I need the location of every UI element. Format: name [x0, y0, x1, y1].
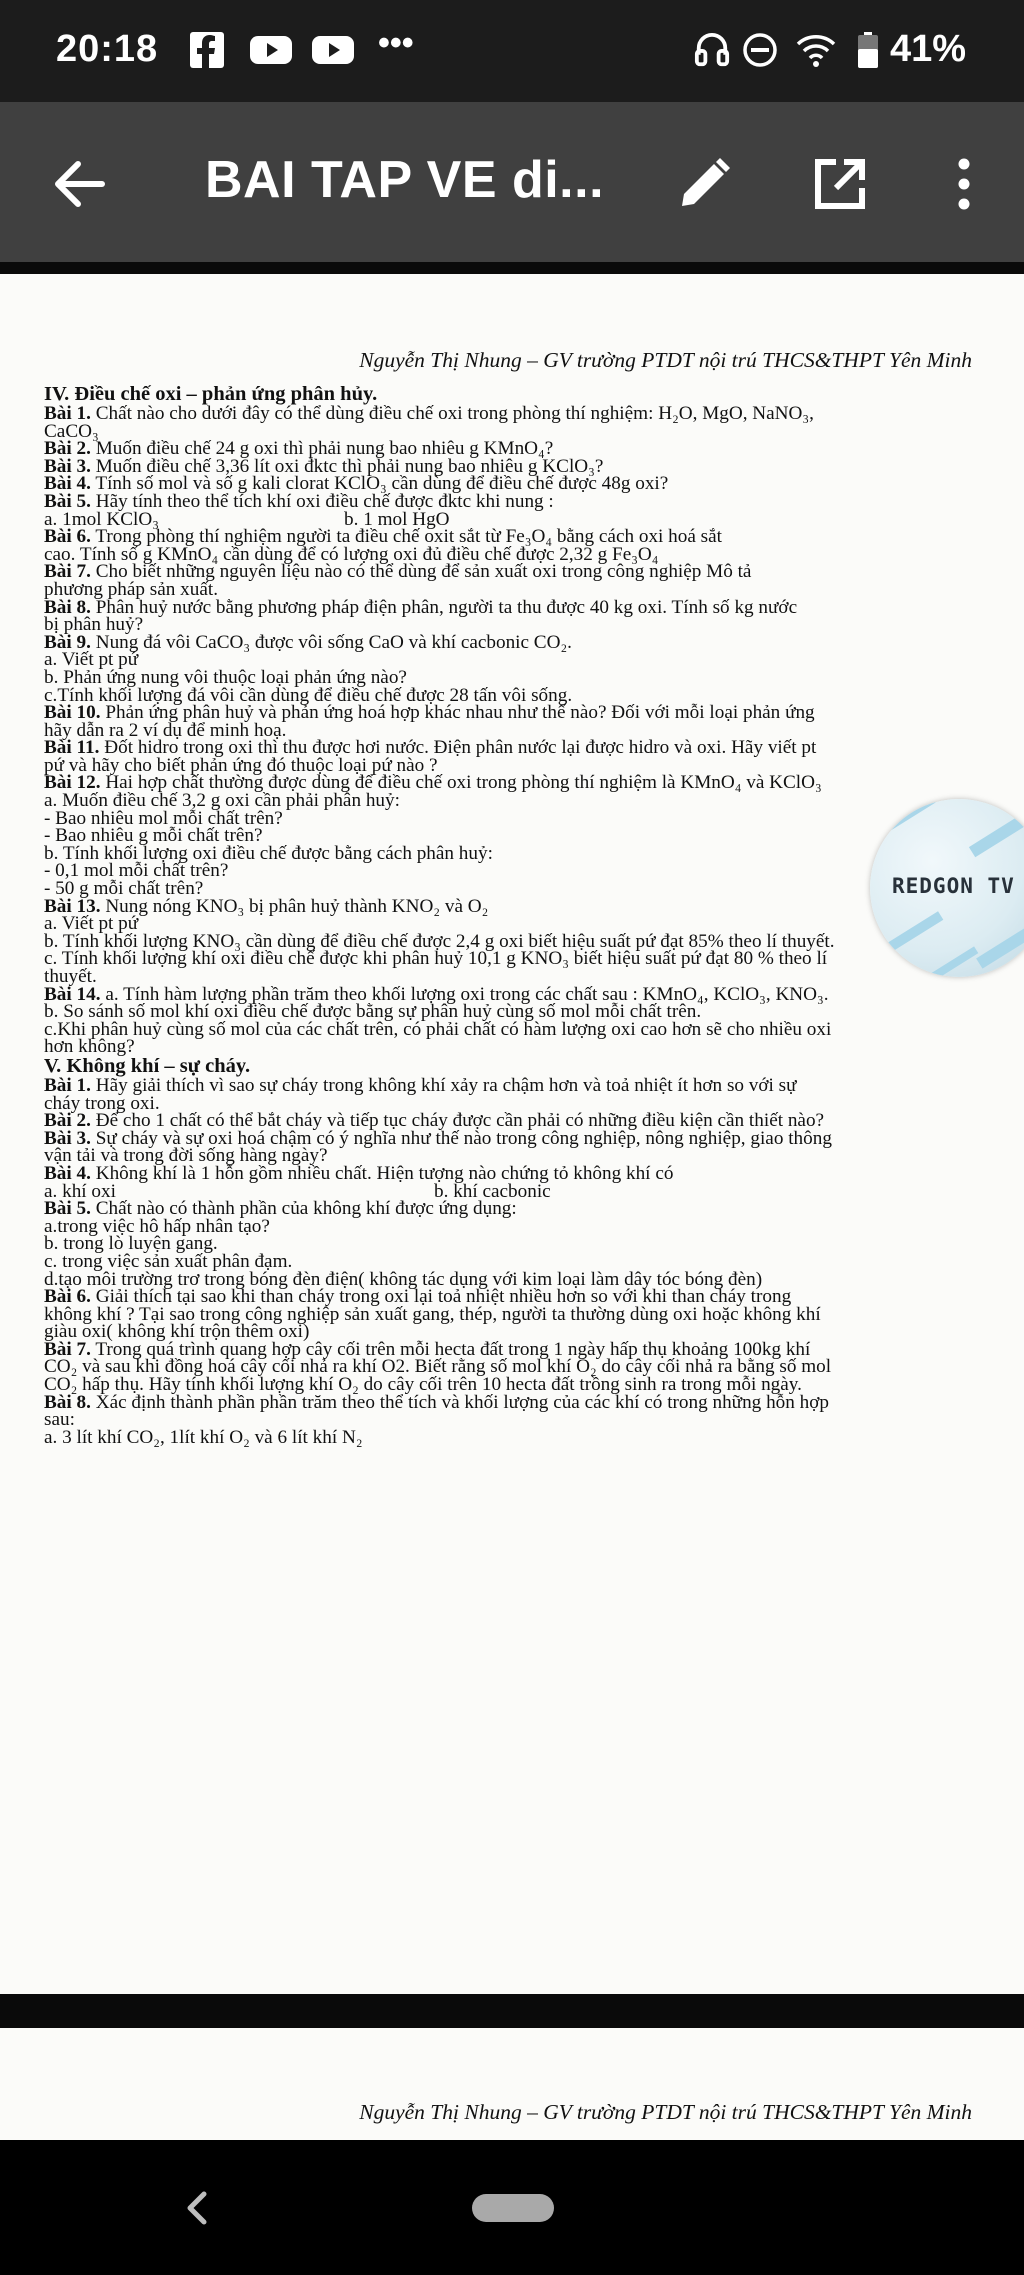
exercise-label: Bài 8. [44, 596, 91, 618]
page-gap [0, 262, 1024, 274]
exercise-label: Bài 1. [44, 1074, 91, 1096]
line-text: - Bao nhiêu mol mỗi chất trên? [44, 807, 283, 829]
navigation-bar [0, 2140, 1024, 2275]
exercise-label: Bài 8. [44, 1391, 91, 1413]
document-line [44, 895, 976, 917]
wifi-icon [796, 32, 836, 68]
line-text: Nung nóng KNO₃ bị phân huỷ thành KNO₂ và O₂ [100, 895, 489, 917]
line-text: V. Không khí – sự cháy. [44, 1054, 251, 1077]
more-notifications-icon: ••• [378, 24, 414, 62]
line-text: Tính số mol và số g kali clorat KClO₃ cần dùng để điều chế được 48g oxi? [90, 473, 669, 495]
line-text: cháy trong oxi. [44, 1092, 160, 1114]
line-text: IV. Điều chế oxi – phản ứng phân hủy. [44, 383, 378, 405]
line-text: Chất nào cho dưới đây có thể dùng điều chế oxi trong phòng thí nghiệm: H₂O, MgO, NaNO₃, [90, 403, 814, 424]
line-text: Xác định thành phần phần trăm theo thể tích và khối lượng của các khí có trong những hỗn hợp [90, 1391, 829, 1413]
line-text: Hãy giải thích vì sao sự cháy trong không khí xảy ra chậm hơn và toả nhiệt ít hơn so với sự [90, 1074, 797, 1096]
line-text-col2: b. 1 mol HgO [344, 508, 450, 530]
line-text: pứ và hãy cho biết phản ứng đó thuộc loại pứ nào ? [44, 754, 438, 776]
page-header: Nguyễn Thị Nhung – GV trường PTDT nội trú THCS&THPT Yên Minh [359, 2100, 972, 2124]
exercise-label: Bài 6. [44, 1286, 91, 1308]
nav-back-icon[interactable] [182, 2190, 212, 2226]
exercise-label: Bài 13. [44, 895, 101, 917]
exercise-label: Bài 2. [44, 1110, 91, 1132]
line-text: CO₂ và sau khi đồng hoá cây cối nhả ra khí O2. Biết rằng số mol khí O₂ do cây cối nhả ra bằng số mol [44, 1356, 832, 1378]
line-text: b. Tính khối lượng oxi điều chế được bằng cách phân huỷ: [44, 842, 493, 864]
line-text: - Bao nhiêu g mỗi chất trên? [44, 825, 263, 847]
line-text: a.trong việc hô hấp nhân tạo? [44, 1215, 270, 1237]
document-line [44, 1038, 976, 1056]
line-text: c. Tính khối lượng khí oxi điều chế được khi phân huỷ 10,1 g KNO₃ biết hiệu suất pứ đạt 80 % theo lí [44, 948, 828, 970]
line-text: a. 3 lít khí CO₂, 1lít khí O₂ và 6 lít khí N₂ [44, 1426, 363, 1448]
line-text: c.Khi phân huỷ cùng số mol của các chất trên, có phải chất có hàm lượng oxi cao hơn sẽ cho nhiều oxi [44, 1018, 832, 1040]
exercise-label: Bài 12. [44, 772, 101, 794]
document-line [44, 1074, 976, 1096]
line-text: không khí ? Tại sao trong công nghiệp sản xuất gang, thép, người ta thường dùng oxi hoặc không khí [44, 1303, 821, 1325]
line-text: c.Tính khối lượng đá vôi cần dùng để điều chế được 28 tấn vôi sống. [44, 684, 573, 706]
battery-icon [858, 32, 878, 68]
facebook-icon [190, 32, 224, 68]
exercise-label: Bài 7. [44, 561, 91, 583]
app-bar [0, 102, 1024, 262]
line-text: Trong quá trình quang hợp cây cối trên mỗi hecta đất trong 1 ngày hấp thụ khoảng 100kg khí [90, 1338, 811, 1360]
line-text: Sự cháy và sự oxi hoá chậm có ý nghĩa như thế nào trong công nghiệp, nông nghiệp, giao thông [90, 1127, 832, 1149]
exercise-label: Bài 5. [44, 1198, 91, 1220]
line-text: d.tạo môi trường trơ trong bóng đèn điện( không tác dụng với kim loại làm dây tóc bóng đèn) [44, 1268, 763, 1290]
line-text: Nung đá vôi CaCO₃ được vôi sống CaO và khí cacbonic CO₂. [90, 631, 572, 653]
document-line [44, 405, 976, 423]
document-line [44, 631, 976, 653]
battery-percent: 41% [890, 28, 967, 70]
status-time: 20:18 [56, 28, 159, 70]
exercise-label: Bài 2. [44, 438, 91, 460]
document-title: BAI TAP VE di... [205, 151, 605, 209]
status-bar [0, 0, 1024, 102]
redgon-tv-watermark [870, 799, 1024, 977]
document-line [44, 950, 976, 968]
dnd-icon [742, 32, 778, 68]
exercise-label: Bài 14. [44, 983, 101, 1005]
line-text: Cho biết những nguyên liệu nào có thể dùng để sản xuất oxi trong công nghiệp Mô tả [90, 561, 752, 583]
document-page-2 [0, 2028, 1024, 2140]
document-line [44, 1018, 976, 1040]
document-line [44, 1426, 976, 1448]
more-vertical-icon[interactable] [932, 152, 996, 216]
exercise-label: Bài 4. [44, 1162, 91, 1184]
line-text: cao. Tính số g KMnO₄ cần dùng để có lượng oxi đủ điều chế được 2,32 g Fe₃O₄ [44, 543, 659, 565]
back-arrow-icon[interactable] [48, 152, 112, 216]
exercise-label: Bài 3. [44, 1127, 91, 1149]
line-text: a. 1mol KClO₃ [44, 508, 159, 530]
line-text: Giải thích tại sao khi than cháy trong oxi lại toả nhiệt nhiều hơn so với khi than cháy trong [90, 1286, 792, 1308]
youtube-icon [312, 32, 354, 68]
line-text: sau: [44, 1409, 75, 1431]
line-text: b. trong lò luyện gang. [44, 1233, 218, 1255]
line-text: Muốn điều chế 24 g oxi thì phải nung bao nhiêu g KMnO₄? [90, 438, 554, 460]
line-text: vận tải và trong đời sống hàng ngày? [44, 1145, 328, 1167]
line-text: Để cho 1 chất có thể bắt cháy và tiếp tục cháy được cần phải có những điều kiện cần thiết nào? [90, 1110, 825, 1132]
line-text: Đốt hidro trong oxi thì thu được hơi nước. Điện phân nước lại được hidro và oxi. Hãy viết pt [99, 737, 817, 759]
exercise-label: Bài 3. [44, 455, 91, 477]
headset-icon [694, 32, 730, 68]
line-text: a. Viết pt pứ [44, 649, 139, 671]
line-text: Phản ứng phân huỷ và phản ứng hoá hợp khác nhau như thế nào? Đối với mỗi loại phản ứng [100, 702, 815, 724]
line-text: phương pháp sản xuất. [44, 578, 219, 600]
nav-home-pill[interactable] [472, 2194, 554, 2222]
document-page [0, 274, 1024, 1994]
line-text: b. Tính khối lượng KNO₃ cần dùng để điều chế được 2,4 g oxi biết hiệu suất pứ đạt 85% theo lí thuyết. [44, 930, 835, 952]
open-external-icon[interactable] [808, 152, 872, 216]
line-text: Hãy tính theo thể tích khí oxi điều chế được đktc khi nung : [90, 490, 554, 512]
exercise-label: Bài 6. [44, 526, 91, 548]
youtube-icon [250, 32, 292, 68]
line-text-col2: b. khí cacbonic [434, 1180, 551, 1202]
line-text: CO₂ hấp thụ. Hãy tính khối lượng khí O₂ do cây cối trên 10 hecta đất trồng sinh ra trong mỗi ngày. [44, 1374, 802, 1396]
exercise-label: Bài 10. [44, 702, 101, 724]
exercise-label: Bài 1. [44, 403, 91, 424]
line-text: a. Muốn điều chế 3,2 g oxi cần phải phân huỷ: [44, 790, 400, 812]
exercise-label: Bài 9. [44, 631, 91, 653]
exercise-label: Bài 4. [44, 473, 91, 495]
line-text: Hai hợp chất thường được dùng để điều chế oxi trong phòng thí nghiệm là KMnO₄ và KClO₃ [100, 772, 822, 794]
line-text: Phân huỷ nước bằng phương pháp điện phân, người ta thu được 40 kg oxi. Tính số kg nước [90, 596, 798, 618]
document-line [44, 384, 976, 405]
document-line [44, 1391, 976, 1413]
line-text: a. khí oxi [44, 1180, 116, 1202]
line-text: a. Viết pt pứ [44, 913, 139, 935]
line-text: a. Tính hàm lượng phần trăm theo khối lượng oxi trong các chất sau : KMnO₄, KClO₃, KNO₃. [100, 983, 829, 1005]
document-line [44, 1056, 976, 1077]
line-text: hơn không? [44, 1036, 135, 1058]
page-gap [0, 1994, 1024, 2028]
line-text: Muốn điều chế 3,36 lít oxi đktc thì phải nung bao nhiêu g KClO₃? [90, 455, 604, 477]
line-text: hãy dẫn ra 2 ví dụ để minh hoạ. [44, 719, 287, 741]
line-text: CaCO₃ [44, 420, 99, 442]
line-text: Không khí là 1 hỗn gồm nhiều chất. Hiện tượng nào chứng tỏ không khí có [90, 1162, 674, 1184]
edit-pencil-icon[interactable] [672, 152, 736, 216]
exercise-label: Bài 11. [44, 737, 100, 759]
watermark-text: REDGON TV [892, 874, 1015, 898]
line-text: giàu oxi( không khí trộn thêm oxi) [44, 1321, 310, 1343]
document-line [44, 596, 976, 618]
line-text: b. Phản ứng nung vôi thuộc loại phản ứng nào? [44, 666, 407, 688]
page-header: Nguyễn Thị Nhung – GV trường PTDT nội trú THCS&THPT Yên Minh [359, 348, 972, 372]
exercise-label: Bài 7. [44, 1338, 91, 1360]
document-content [44, 384, 976, 1446]
line-text: c. trong việc sản xuất phân đạm. [44, 1250, 293, 1272]
line-text: thuyết. [44, 966, 97, 987]
document-line [44, 490, 976, 512]
line-text: bị phân huỷ? [44, 614, 144, 636]
exercise-label: Bài 5. [44, 490, 91, 512]
line-text: Trong phòng thí nghiệm người ta điều chế oxit sắt từ Fe₃O₄ bằng cách oxi hoá sắt [90, 526, 722, 548]
line-text: Chất nào có thành phần của không khí được ứng dụng: [90, 1198, 517, 1220]
line-text: b. So sánh số mol khí oxi điều chế được bằng sự phân huỷ cùng số mol mỗi chất trên. [44, 1001, 702, 1023]
line-text: - 50 g mỗi chất trên? [44, 878, 204, 900]
line-text: - 0,1 mol mỗi chất trên? [44, 860, 229, 882]
